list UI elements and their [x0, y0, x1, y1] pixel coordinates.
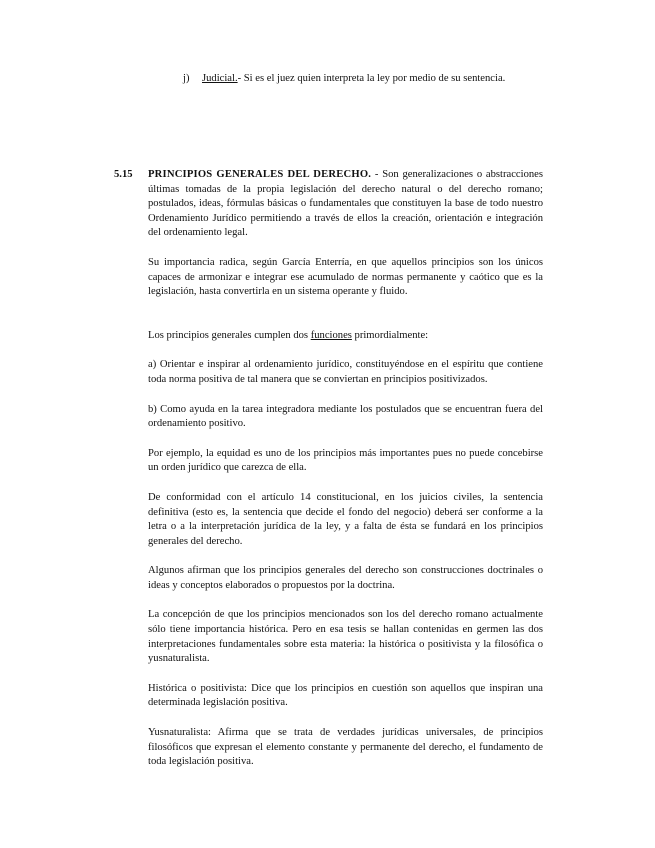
paragraph-concepcion: La concepción de que los principios mencionados son los del derecho romano actualmente sólo tiene importancia histórica. Pero en esa tesis se hallan contenidas en germen las dos interpretaciones fundamentales sobre esta materia: la histórica o positivista y la filosófica o yusnaturalista.: [148, 609, 543, 665]
section-intro: - Son generalizaciones o abstracciones últimas tomadas de la propia legislación del derecho natural o del derecho romano; postulados, ideas, fórmulas básicas o fundamentales que constituyen la base de todo nuestro Ordenamiento Jurídico permitiendo a través de ellos la creación, orientación e integración del ordenamiento legal.: [148, 169, 543, 239]
list-item-body: [202, 72, 543, 87]
list-item-j: [183, 72, 543, 87]
funciones-after: primordialmente:: [351, 329, 429, 341]
paragraph-definition: [148, 168, 543, 241]
list-item-text: - Si es el juez quien interpreta la ley por medio de su sentencia.: [237, 73, 506, 84]
paragraph-historica: Histórica o positivista: Dice que los principios en cuestión son aquellos que inspiran una determinada legislación positiva.: [148, 682, 543, 709]
list-item-letter: j): [183, 73, 190, 84]
funciones-term: funciones: [310, 329, 352, 341]
section-title: PRINCIPIOS GENERALES DEL DERECHO.: [148, 169, 372, 180]
paragraph-algunos: Algunos afirman que los principios generales del derecho son construcciones doctrinales o ideas y conceptos elaborados o propuestos por la doctrina.: [148, 565, 543, 591]
paragraph-b: b) Como ayuda en la tarea integradora mediante los postulados que se encuentran fuera del ordenamiento positivo.: [148, 403, 543, 430]
paragraph-yusnaturalista: Yusnaturalista: Afirma que se trata de verdades jurídicas universales, de principios filosóficos que expresan el elemento constante y permanente del derecho, el fundamento de toda legislación positiva.: [148, 727, 543, 768]
paragraph-importancia: Su importancia radica, según García Enterría, en que aquellos principios son los únicos capaces de armonizar e integrar ese acumulado de normas permanente y caótico que es la legislación, hasta convertirla en un sistema operante y fluido.: [148, 256, 543, 298]
paragraph-ejemplo: Por ejemplo, la equidad es uno de los principios más importantes pues no puede concebirse un orden jurídico que carezca de ella.: [148, 447, 543, 474]
paragraph-conformidad: De conformidad con el artículo 14 constitucional, en los juicios civiles, la sentencia definitiva (esto es, la sentencia que decide el fondo del negocio) deberá ser conforme a la letra o a la interpretación jurídica de la ley, y a falta de ésta se fundará en los principios generales del derecho.: [148, 491, 543, 547]
section-content: [148, 168, 543, 770]
list-item-term: Judicial.: [202, 73, 238, 84]
paragraph-a: a) Orientar e inspirar al ordenamiento jurídico, constituyéndose en el espíritu que contiene toda norma positiva de tal manera que se conviertan en principios positivizados.: [148, 359, 543, 385]
funciones-before: Los principios generales cumplen dos: [148, 329, 311, 341]
paragraph-funciones: [148, 329, 543, 344]
section-number: 5.15: [114, 169, 133, 180]
